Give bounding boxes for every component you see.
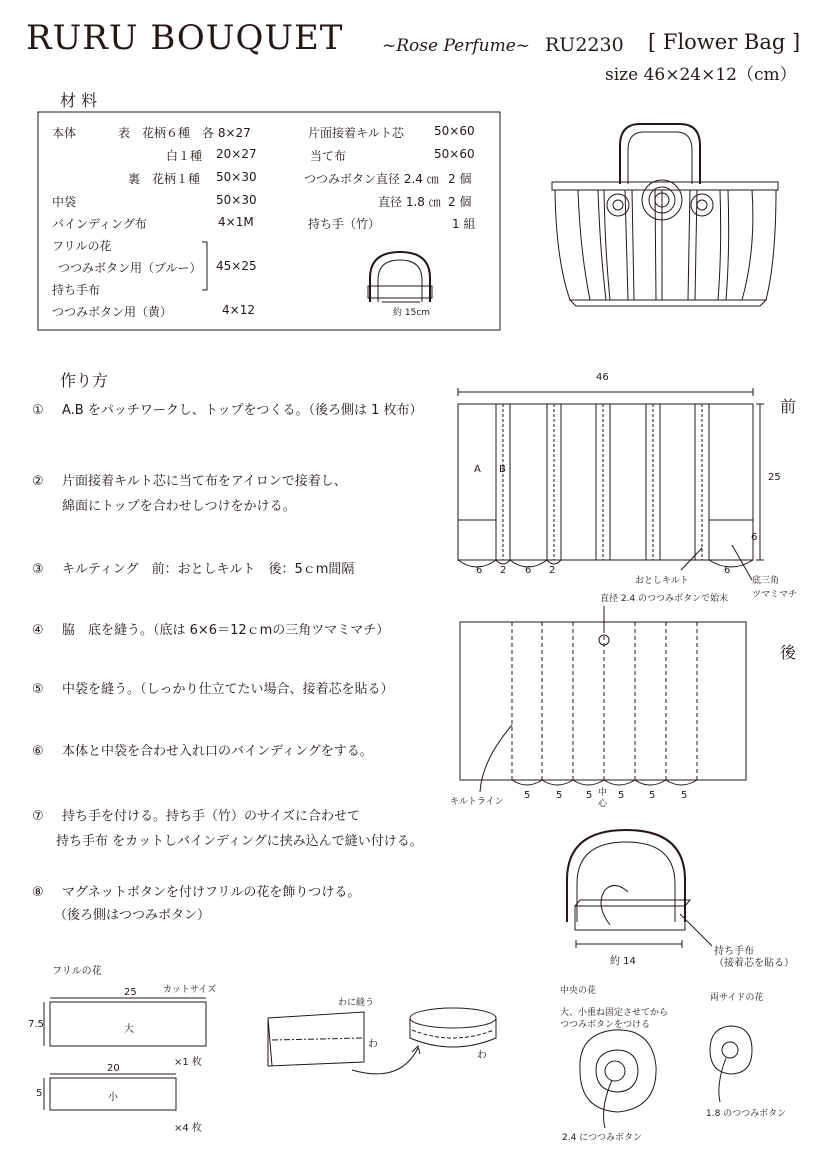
step-1-num: ① (32, 403, 44, 418)
small-height: 5 (36, 1088, 43, 1099)
mat-right-value-3: 2 個 (448, 195, 472, 209)
front-corner-dim: 6 (724, 565, 731, 576)
step-1-line-1: A.B をパッチワークし、トップをつくる。（後ろ側は 1 枚布） (62, 403, 423, 418)
tsumami-label-2: ツマミマチ (752, 590, 798, 600)
back-dim-1: 5 (524, 790, 531, 801)
back-button-note: 直径 2.4 のつつみボタンで始末 (600, 594, 729, 604)
mat-left-label-4: バインディング布 (52, 217, 147, 231)
mat-left-value-1: 20×27 (216, 147, 257, 161)
frill-title: フリルの花 (52, 966, 102, 977)
step-2-line-2: 綿面にトップを合わせしつけをかける。 (62, 499, 296, 514)
big-qty: ×1 枚 (174, 1057, 202, 1068)
big-width: 25 (124, 987, 137, 998)
step-7-line-2: 持ち手布 をカットしバインディングに挟み込んで縫い付ける。 (56, 834, 423, 849)
method-heading: 作り方 (60, 371, 109, 390)
side-flower (710, 1026, 752, 1102)
handle-fabric-label: 持ち手布 (714, 946, 754, 957)
otoshi-quilt-label: おとしキルト (635, 576, 689, 586)
side-button-label: 1.8 のつつみボタン (706, 1109, 787, 1119)
product-code: RU2230 (545, 34, 624, 56)
mat-right-label-4: 持ち手（竹） (308, 217, 381, 231)
handle-width-label: 約 14 (610, 956, 636, 967)
mat-left-value-4: 4×1M (218, 215, 254, 229)
frill-small-piece (50, 1078, 176, 1110)
back-dim-6: 5 (681, 790, 688, 801)
small-label: 小 (108, 1092, 118, 1103)
mat-right-label-3: 直径 1.8 ㎝ (378, 195, 441, 209)
front-dim-3: 6 (525, 565, 532, 576)
big-height: 7.5 (28, 1019, 44, 1030)
step-6-line-1: 本体と中袋を合わせ入れ口のバインディングをする。 (62, 744, 373, 759)
step-8-line-2: （後ろ側はつつみボタン） (54, 908, 211, 923)
back-dim-5: 5 (649, 790, 656, 801)
front-panel-b: B (499, 464, 506, 475)
front-label: 前 (780, 397, 797, 416)
center-flower-note-2: つつみボタンをつける (560, 1020, 651, 1030)
mat-left-label-8: つつみボタン用（黄） (52, 305, 173, 319)
handle-fabric-note: （接着芯を貼る） (714, 958, 794, 969)
handle-small-icon (368, 252, 432, 302)
handle-size-note: 約 15cm (393, 308, 431, 318)
mat-right-label-0: 片面接着キルト芯 (308, 126, 404, 140)
wa-label-2: わ (477, 1050, 487, 1061)
small-width: 20 (107, 1063, 120, 1074)
step-4-line-1: 脇 底を縫う。（底は 6×6＝12ｃmの三角ツマミマチ） (62, 623, 390, 638)
center-label-1: 中 (598, 788, 608, 798)
frill-big-piece (50, 1002, 206, 1046)
mat-left-sub-2: 裏 花柄１種 (128, 172, 201, 186)
mat-right-value-2: 2 個 (448, 172, 472, 186)
front-diagram (458, 388, 764, 580)
center-flower (580, 1030, 656, 1128)
brand-title: RURU BOUQUET (26, 18, 344, 58)
step-8-line-1: マグネットボタンを付けフリルの花を飾りつける。 (62, 885, 361, 900)
product-name: [ Flower Bag ] (648, 30, 801, 54)
center-button-label: 2.4 につつみボタン (562, 1133, 642, 1143)
mat-right-label-2: つつみボタン直径 2.4 ㎝ (304, 172, 439, 186)
step-7-line-1: 持ち手を付ける。持ち手（竹）のサイズに合わせて (62, 809, 360, 824)
quilt-line-label: キルトライン (450, 797, 504, 807)
front-height: 25 (768, 472, 781, 483)
front-dim-2: 2 (500, 565, 507, 576)
center-label-2: 心 (598, 799, 608, 809)
step-4-num: ④ (32, 623, 44, 638)
back-dim-4: 5 (618, 790, 625, 801)
cut-size-label: カットサイズ (163, 985, 217, 995)
mat-left-label-6: つつみボタン用（ブルー） (58, 261, 202, 275)
mat-left-label-3: 中袋 (52, 195, 77, 209)
mat-right-label-1: 当て布 (310, 149, 347, 163)
handle-diagram (567, 830, 712, 948)
mat-left-sub-0: 表 花柄６種 各 8×27 (118, 126, 251, 140)
mat-left-value-2: 50×30 (216, 170, 257, 184)
mat-left-sub-1: 白１種 (166, 149, 203, 163)
back-label: 後 (780, 643, 797, 662)
mat-left-value-6: 45×25 (216, 259, 257, 273)
side-flower-title: 両サイドの花 (710, 993, 764, 1003)
step-3-line-1: キルティング 前：おとしキルト 後：5ｃm間隔 (62, 562, 355, 577)
center-flower-note-1: 大、小重ね固定させてから (560, 1008, 669, 1018)
front-panel-a: A (474, 464, 481, 475)
mat-left-label-5: フリルの花 (52, 239, 112, 253)
back-dim-2: 5 (556, 790, 563, 801)
mat-right-value-1: 50×60 (434, 147, 475, 161)
mat-left-value-8: 4×12 (222, 303, 255, 317)
frill-loop (410, 1008, 496, 1047)
front-corner-side: 6 (751, 532, 758, 543)
mat-right-value-0: 50×60 (434, 124, 475, 138)
mat-left-label-0: 本体 (52, 126, 77, 140)
product-size: size 46×24×12（cm） (605, 65, 797, 85)
step-5-num: ⑤ (32, 682, 44, 697)
back-diagram (460, 606, 746, 792)
tsumami-label-1: 底三角 (752, 576, 780, 586)
mat-left-value-3: 50×30 (216, 193, 257, 207)
front-width: 46 (596, 372, 609, 383)
bag-illustration (552, 124, 778, 306)
materials-heading: 材 料 (60, 91, 98, 110)
front-dim-4: 2 (549, 565, 556, 576)
step-2-line-1: 片面接着キルト芯に当て布をアイロンで接着し、 (62, 474, 347, 489)
front-dim-1: 6 (476, 565, 483, 576)
big-label: 大 (124, 1024, 134, 1035)
step-2-num: ② (32, 474, 44, 489)
step-5-line-1: 中袋を縫う。（しっかり仕立てたい場合、接着芯を貼る） (62, 682, 394, 697)
step-3-num: ③ (32, 562, 44, 577)
center-flower-title: 中央の花 (560, 986, 597, 996)
materials-bracket (202, 242, 207, 290)
folded-strip (268, 1012, 420, 1074)
sew-loop-label: わに縫う (338, 998, 375, 1008)
back-dim-3: 5 (586, 790, 593, 801)
wa-label-1: わ (368, 1039, 378, 1050)
product-subtitle: ~Rose Perfume~ (382, 36, 530, 56)
mat-right-value-4: 1 組 (452, 217, 476, 231)
mat-left-label-7: 持ち手布 (52, 283, 101, 297)
step-7-num: ⑦ (32, 809, 44, 824)
small-qty: ×4 枚 (174, 1123, 202, 1134)
step-6-num: ⑥ (32, 744, 44, 759)
step-8-num: ⑧ (32, 885, 44, 900)
